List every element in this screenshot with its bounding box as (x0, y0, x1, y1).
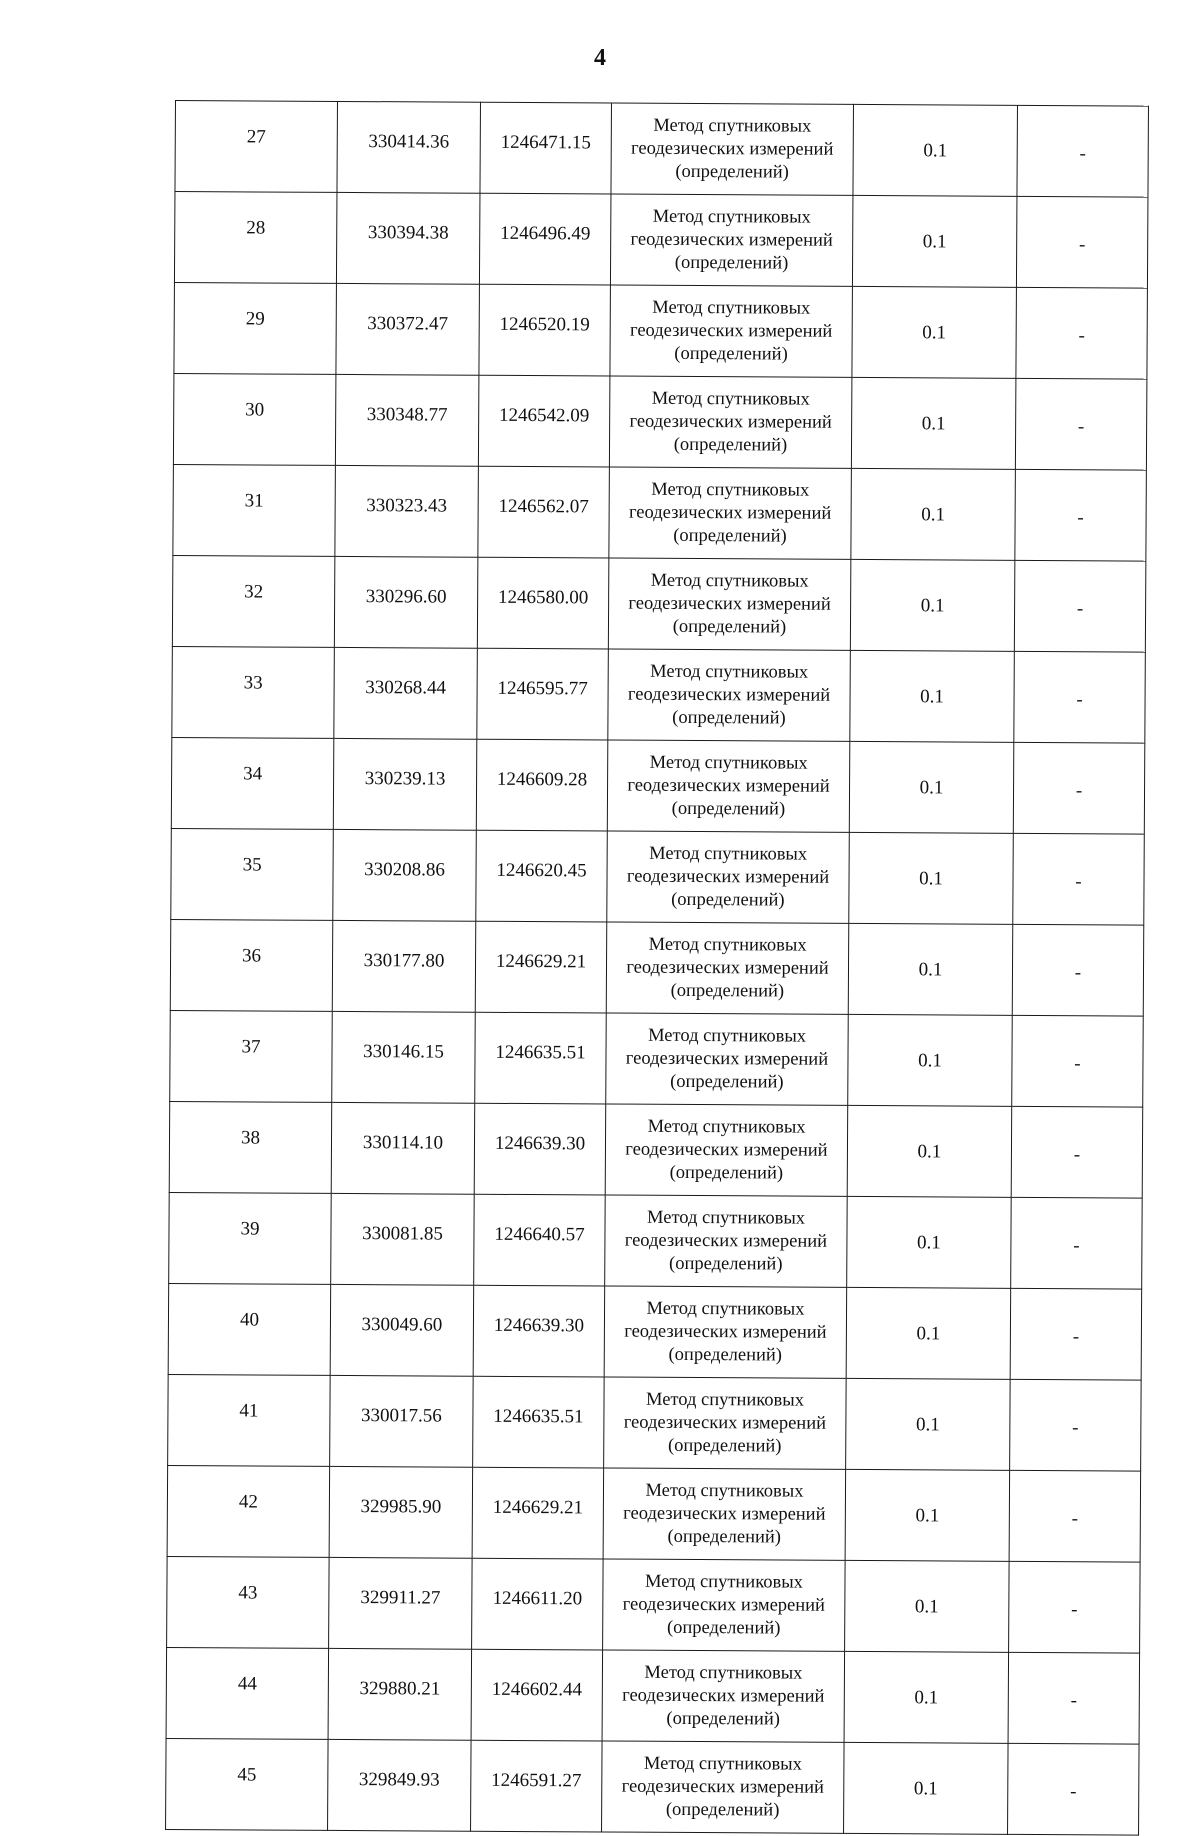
method-line: геодезических измерений (626, 957, 829, 979)
note-cell: - (1014, 560, 1146, 652)
method-line: Метод спутниковых (647, 1207, 806, 1229)
precision-cell: 0.1 (851, 468, 1016, 560)
method-line: (определений) (669, 1253, 783, 1275)
method-line: геодезических измерений (623, 1412, 827, 1434)
method-line: Метод спутниковых (646, 1298, 805, 1320)
point-number-cell: 32 (172, 555, 335, 647)
point-number-cell: 38 (169, 1101, 332, 1193)
y-coordinate-cell: 1246639.30 (474, 1103, 606, 1195)
precision-cell: 0.1 (853, 104, 1018, 196)
point-number-cell: 36 (170, 919, 333, 1011)
method-line: (определений) (673, 434, 788, 456)
x-coordinate-cell: 330394.38 (336, 192, 480, 284)
precision-cell: 0.1 (846, 1378, 1011, 1470)
note-cell: - (1009, 1561, 1141, 1653)
method-line: Метод спутниковых (643, 1753, 802, 1775)
note-cell: - (1013, 742, 1145, 834)
x-coordinate-cell: 330081.85 (331, 1193, 475, 1285)
point-number-cell: 29 (174, 282, 337, 374)
method-cell (610, 285, 853, 377)
point-number-cell: 41 (168, 1374, 331, 1466)
x-coordinate-cell: 330372.47 (336, 283, 480, 375)
x-coordinate-cell: 330017.56 (330, 1375, 474, 1467)
method-line: (определений) (672, 707, 786, 729)
table-row (166, 1647, 1140, 1744)
method-line: Метод спутниковых (651, 479, 810, 501)
method-line: Метод спутниковых (644, 1571, 804, 1593)
x-coordinate-cell: 330296.60 (334, 556, 478, 648)
page-number: 4 (594, 45, 606, 71)
method-line: Метод спутниковых (648, 934, 807, 956)
method-cell (608, 558, 851, 650)
method-line: геодезических измерений (627, 684, 831, 706)
y-coordinate-cell: 1246496.49 (479, 193, 611, 285)
y-coordinate-cell: 1246620.45 (476, 830, 608, 922)
y-coordinate-cell: 1246611.20 (472, 1558, 604, 1650)
y-coordinate-cell: 1246602.44 (471, 1649, 603, 1741)
table-row (174, 282, 1148, 379)
y-coordinate-cell: 1246591.27 (471, 1740, 603, 1832)
table-row (171, 737, 1145, 834)
note-cell: - (1013, 833, 1145, 925)
y-coordinate-cell: 1246595.77 (477, 648, 609, 740)
x-coordinate-cell: 329880.21 (328, 1648, 472, 1740)
method-line: Метод спутниковых (652, 297, 811, 319)
table-row (168, 1374, 1142, 1471)
method-line: геодезических измерений (629, 411, 832, 433)
y-coordinate-cell: 1246542.09 (478, 375, 610, 467)
method-line: геодезических измерений (631, 138, 834, 160)
point-number-cell: 42 (167, 1465, 330, 1557)
note-cell: - (1016, 287, 1148, 379)
method-line: геодезических измерений (622, 1685, 825, 1707)
precision-cell: 0.1 (844, 1651, 1009, 1743)
table-row (168, 1283, 1142, 1380)
precision-cell: 0.1 (850, 559, 1015, 651)
method-cell (609, 376, 852, 468)
y-coordinate-cell: 1246635.51 (473, 1376, 605, 1468)
precision-cell: 0.1 (847, 1105, 1012, 1197)
method-line: (определений) (673, 525, 787, 547)
point-number-cell: 37 (170, 1010, 333, 1102)
method-line: (определений) (670, 1071, 784, 1093)
note-cell: - (1015, 469, 1147, 561)
method-cell (606, 922, 849, 1014)
point-number-cell: 28 (174, 192, 337, 284)
method-cell (609, 467, 852, 559)
x-coordinate-cell: 330348.77 (335, 374, 479, 466)
method-cell (602, 1741, 845, 1833)
method-line: геодезических измерений (630, 229, 833, 251)
x-coordinate-cell: 329911.27 (329, 1557, 473, 1649)
method-line: (определений) (667, 1435, 782, 1457)
table-row (174, 192, 1148, 289)
note-cell: - (1011, 1106, 1143, 1198)
method-line: геодезических измерений (621, 1776, 825, 1798)
y-coordinate-cell: 1246629.21 (472, 1467, 604, 1559)
method-line: Метод спутниковых (645, 1480, 804, 1502)
method-line: геодезических измерений (628, 502, 832, 524)
table-row (167, 1556, 1141, 1653)
method-line: Метод спутниковых (652, 206, 811, 228)
method-line: Метод спутниковых (650, 661, 809, 683)
y-coordinate-cell: 1246639.30 (473, 1285, 605, 1377)
note-cell: - (1012, 924, 1144, 1016)
method-line: Метод спутниковых (650, 570, 809, 592)
note-cell: - (1011, 1197, 1143, 1289)
note-cell: - (1014, 651, 1146, 743)
precision-cell: 0.1 (849, 741, 1014, 833)
table-row (167, 1465, 1141, 1562)
table-row (172, 555, 1146, 652)
x-coordinate-cell: 330177.80 (332, 920, 476, 1012)
x-coordinate-cell: 330208.86 (333, 829, 477, 921)
method-cell (607, 831, 850, 923)
method-cell (607, 740, 850, 832)
y-coordinate-cell: 1246640.57 (474, 1194, 606, 1286)
table-row (169, 1101, 1143, 1198)
method-line: Метод спутниковых (649, 752, 808, 774)
x-coordinate-cell: 330049.60 (330, 1284, 474, 1376)
method-line: (определений) (666, 1708, 780, 1730)
method-line: геодезических измерений (625, 1139, 828, 1161)
precision-cell: 0.1 (849, 832, 1014, 924)
method-cell (611, 103, 854, 195)
table-row (169, 1192, 1143, 1289)
method-line: геодезических измерений (628, 593, 831, 615)
method-line: Метод спутниковых (647, 1116, 806, 1138)
note-cell: - (1012, 1015, 1144, 1107)
method-cell (603, 1468, 846, 1560)
method-cell (604, 1377, 847, 1469)
method-line: (определений) (667, 1526, 782, 1548)
x-coordinate-cell: 329849.93 (328, 1739, 472, 1831)
method-cell (606, 1013, 849, 1105)
method-line: (определений) (669, 1162, 784, 1184)
method-line: (определений) (672, 616, 787, 638)
method-line: Метод спутниковых (651, 388, 810, 410)
table-row (166, 1738, 1140, 1835)
point-number-cell: 40 (168, 1283, 331, 1375)
method-line: Метод спутниковых (644, 1662, 803, 1684)
method-line: геодезических измерений (623, 1503, 826, 1525)
precision-cell: 0.1 (845, 1469, 1010, 1561)
point-number-cell: 44 (166, 1647, 329, 1739)
method-line: Метод спутниковых (645, 1389, 805, 1411)
y-coordinate-cell: 1246520.19 (479, 284, 611, 376)
x-coordinate-cell: 330414.36 (337, 101, 481, 193)
precision-cell: 0.1 (845, 1560, 1010, 1652)
table-row (175, 101, 1149, 198)
point-number-cell: 30 (173, 373, 336, 465)
point-number-cell: 27 (175, 101, 338, 193)
note-cell: - (1008, 1743, 1140, 1835)
table-row (172, 646, 1146, 743)
note-cell: - (1008, 1652, 1140, 1744)
precision-cell: 0.1 (851, 377, 1016, 469)
point-number-cell: 43 (167, 1556, 330, 1648)
precision-cell: 0.1 (848, 1014, 1013, 1106)
method-cell (605, 1104, 848, 1196)
precision-cell: 0.1 (852, 195, 1017, 287)
note-cell: - (1015, 378, 1147, 470)
method-line: (определений) (671, 889, 785, 911)
note-cell: - (1009, 1470, 1141, 1562)
method-line: геодезических измерений (627, 775, 830, 797)
precision-cell: 0.1 (847, 1196, 1012, 1288)
method-line: Метод спутниковых (653, 115, 812, 137)
y-coordinate-cell: 1246629.21 (475, 921, 607, 1013)
coordinates-table-body (166, 101, 1149, 1836)
precision-cell: 0.1 (846, 1287, 1011, 1379)
precision-cell: 0.1 (850, 650, 1015, 742)
method-line: (определений) (671, 798, 786, 820)
method-line: Метод спутниковых (649, 843, 808, 865)
table-row (171, 828, 1145, 925)
method-line: (определений) (666, 1617, 781, 1639)
table-row (170, 1010, 1144, 1107)
coordinates-table (165, 100, 1149, 1836)
x-coordinate-cell: 330114.10 (331, 1102, 475, 1194)
method-line: (определений) (668, 1344, 783, 1366)
method-cell (605, 1195, 848, 1287)
method-cell (610, 194, 853, 286)
x-coordinate-cell: 330146.15 (332, 1011, 476, 1103)
note-cell: - (1010, 1379, 1142, 1471)
method-line: (определений) (674, 343, 788, 365)
method-line: (определений) (665, 1799, 780, 1821)
point-number-cell: 34 (171, 737, 334, 829)
point-number-cell: 39 (169, 1192, 332, 1284)
table-row (173, 464, 1147, 561)
method-cell (602, 1650, 845, 1742)
point-number-cell: 31 (173, 464, 336, 556)
x-coordinate-cell: 330323.43 (335, 465, 479, 557)
note-cell: - (1010, 1288, 1142, 1380)
point-number-cell: 33 (172, 646, 335, 738)
method-cell (608, 649, 851, 741)
method-line: геодезических измерений (625, 1048, 829, 1070)
y-coordinate-cell: 1246562.07 (478, 466, 610, 558)
x-coordinate-cell: 330268.44 (334, 647, 478, 739)
y-coordinate-cell: 1246580.00 (477, 557, 609, 649)
table-row (170, 919, 1144, 1016)
method-cell (604, 1286, 847, 1378)
method-line: Метод спутниковых (648, 1025, 807, 1047)
method-cell (603, 1559, 846, 1651)
point-number-cell: 35 (171, 828, 334, 920)
precision-cell: 0.1 (852, 286, 1017, 378)
method-line: (определений) (674, 252, 789, 274)
note-cell: - (1016, 196, 1148, 288)
point-number-cell: 45 (166, 1738, 329, 1830)
method-line: (определений) (675, 161, 789, 183)
note-cell: - (1017, 105, 1149, 197)
method-line: геодезических измерений (624, 1321, 827, 1343)
precision-cell: 0.1 (848, 923, 1013, 1015)
method-line: геодезических измерений (624, 1230, 828, 1252)
y-coordinate-cell: 1246609.28 (476, 739, 608, 831)
table-row (173, 373, 1147, 470)
y-coordinate-cell: 1246635.51 (475, 1012, 607, 1104)
x-coordinate-cell: 330239.13 (333, 738, 477, 830)
method-line: (определений) (670, 980, 785, 1002)
y-coordinate-cell: 1246471.15 (480, 102, 612, 194)
method-line: геодезических измерений (622, 1594, 826, 1616)
precision-cell: 0.1 (844, 1742, 1009, 1834)
method-line: геодезических измерений (629, 320, 833, 342)
method-line: геодезических измерений (626, 866, 830, 888)
x-coordinate-cell: 329985.90 (329, 1466, 473, 1558)
